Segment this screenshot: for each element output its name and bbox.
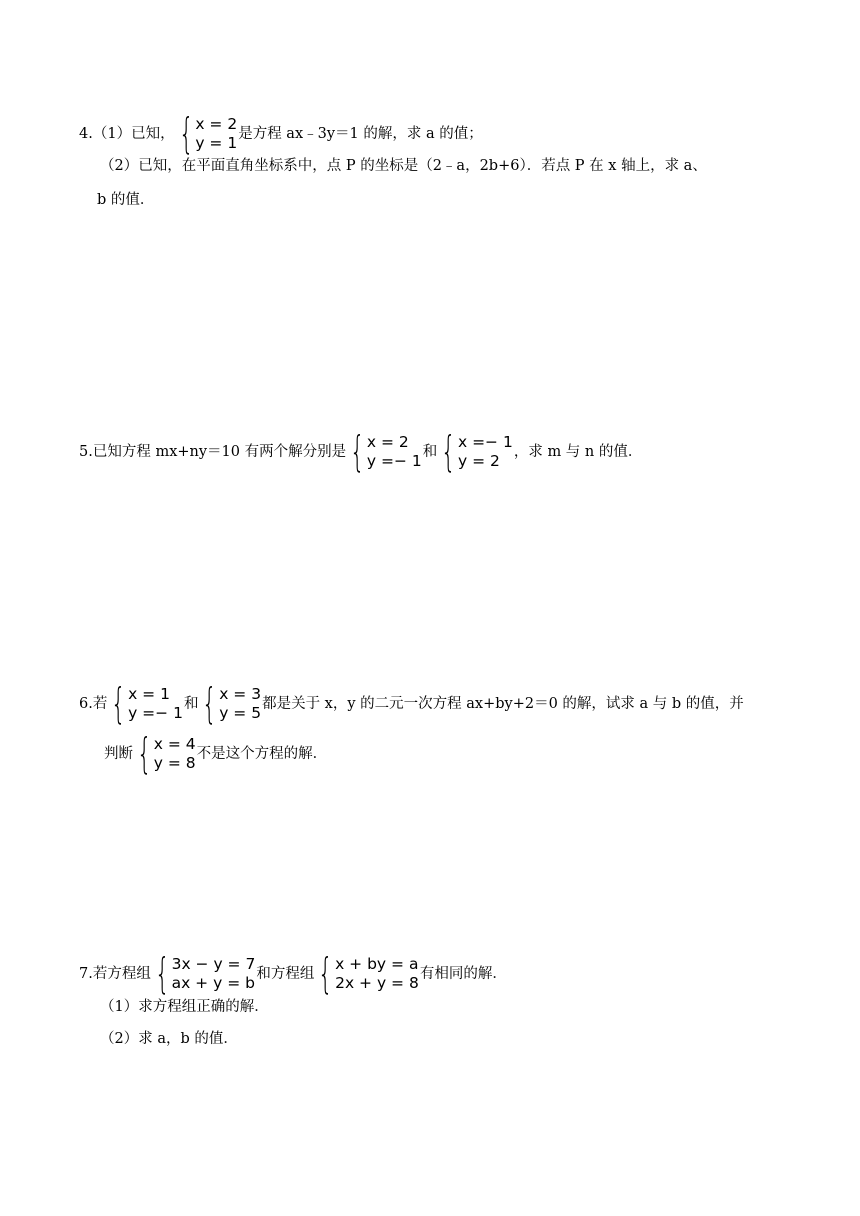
equation-row: y = 1: [195, 134, 238, 152]
question-6-line-2: [104, 729, 328, 778]
question-7-sub1-text: （1）求方程组正确的解．: [100, 999, 269, 1015]
left-brace: {: [318, 949, 334, 998]
question-7-number: 7.: [79, 966, 93, 982]
question-5-prefix: 已知方程 mx+ny＝10 有两个解分别是: [92, 444, 347, 460]
equation-row: x + by = a: [335, 955, 419, 973]
left-brace: {: [137, 729, 152, 778]
question-6-number: 6.: [79, 696, 93, 712]
question-4-part2-text-cont: b 的值．: [97, 192, 155, 208]
left-brace: {: [178, 109, 194, 158]
question-4-part2-line-1: [100, 156, 707, 176]
question-4-part2-text: （2）已知，在平面直角坐标系中，点 P 的坐标是（2﹣a，2b+6）．若点 P 在 x 轴上，求 a、: [100, 158, 707, 174]
question-5-connector: 和: [422, 444, 438, 460]
equation-row: x = 3: [219, 685, 262, 703]
question-7-suffix: 有相同的解．: [419, 966, 507, 982]
question-7-connector: 和方程组: [256, 966, 315, 982]
question-6-text: 都是关于 x，y 的二元一次方程 ax+by+2＝0 的解，试求 a 与 b 的值，并: [262, 696, 744, 712]
question-4-part2-line-2: [97, 190, 154, 210]
question-4-number: 4.: [79, 126, 93, 142]
equation-row: y = 8: [153, 754, 196, 772]
question-5-number: 5.: [79, 444, 93, 460]
question-5-suffix: ，求 m 与 n 的值．: [513, 444, 643, 460]
left-brace: {: [441, 427, 456, 476]
equation-row: x = 4: [153, 735, 196, 753]
equation-row: y = 5: [219, 704, 262, 722]
equation-system: [152, 949, 256, 998]
left-brace: {: [202, 679, 218, 728]
equation-system: [347, 427, 422, 476]
equation-system: [199, 679, 262, 728]
equation-row: 2x + y = 8: [335, 974, 419, 992]
equation-row: y =− 1: [366, 452, 422, 470]
question-6-prefix: 若: [92, 696, 108, 712]
equation-system: [438, 427, 513, 476]
question-6-connector: 和: [183, 696, 199, 712]
equation-row: x = 2: [195, 115, 238, 133]
question-7-sub2-text: （2）求 a，b 的值．: [100, 1031, 238, 1047]
equation-system: [176, 109, 238, 158]
left-brace: {: [350, 427, 365, 476]
question-7-sub-2: [100, 1029, 238, 1049]
question-4-part1-prefix: （1）已知，: [92, 126, 175, 142]
equation-system: [108, 679, 183, 728]
question-6-line-1: [79, 679, 744, 728]
equation-row: y =− 1: [128, 704, 183, 722]
question-5-line-1: [79, 427, 643, 476]
question-6-line2-prefix: 判断: [104, 746, 133, 762]
equation-row: x = 2: [366, 433, 409, 451]
question-7-line-1: [79, 949, 507, 998]
equation-row: ax + y = b: [171, 974, 255, 992]
question-4-line-1: [79, 109, 483, 158]
question-7-sub-1: [100, 997, 269, 1017]
question-4-part1-text: 是方程 ax﹣3y＝1 的解，求 a 的值；: [238, 126, 483, 142]
equation-row: x = 1: [128, 685, 170, 703]
equation-system: [134, 729, 196, 778]
equation-row: 3x − y = 7: [171, 955, 256, 973]
question-6-line2-suffix: 不是这个方程的解．: [196, 746, 328, 762]
left-brace: {: [154, 949, 170, 998]
question-7-prefix: 若方程组: [92, 966, 151, 982]
equation-row: y = 2: [457, 452, 500, 470]
equation-row: x =− 1: [457, 433, 513, 451]
equation-system: [315, 949, 419, 998]
left-brace: {: [111, 679, 127, 728]
